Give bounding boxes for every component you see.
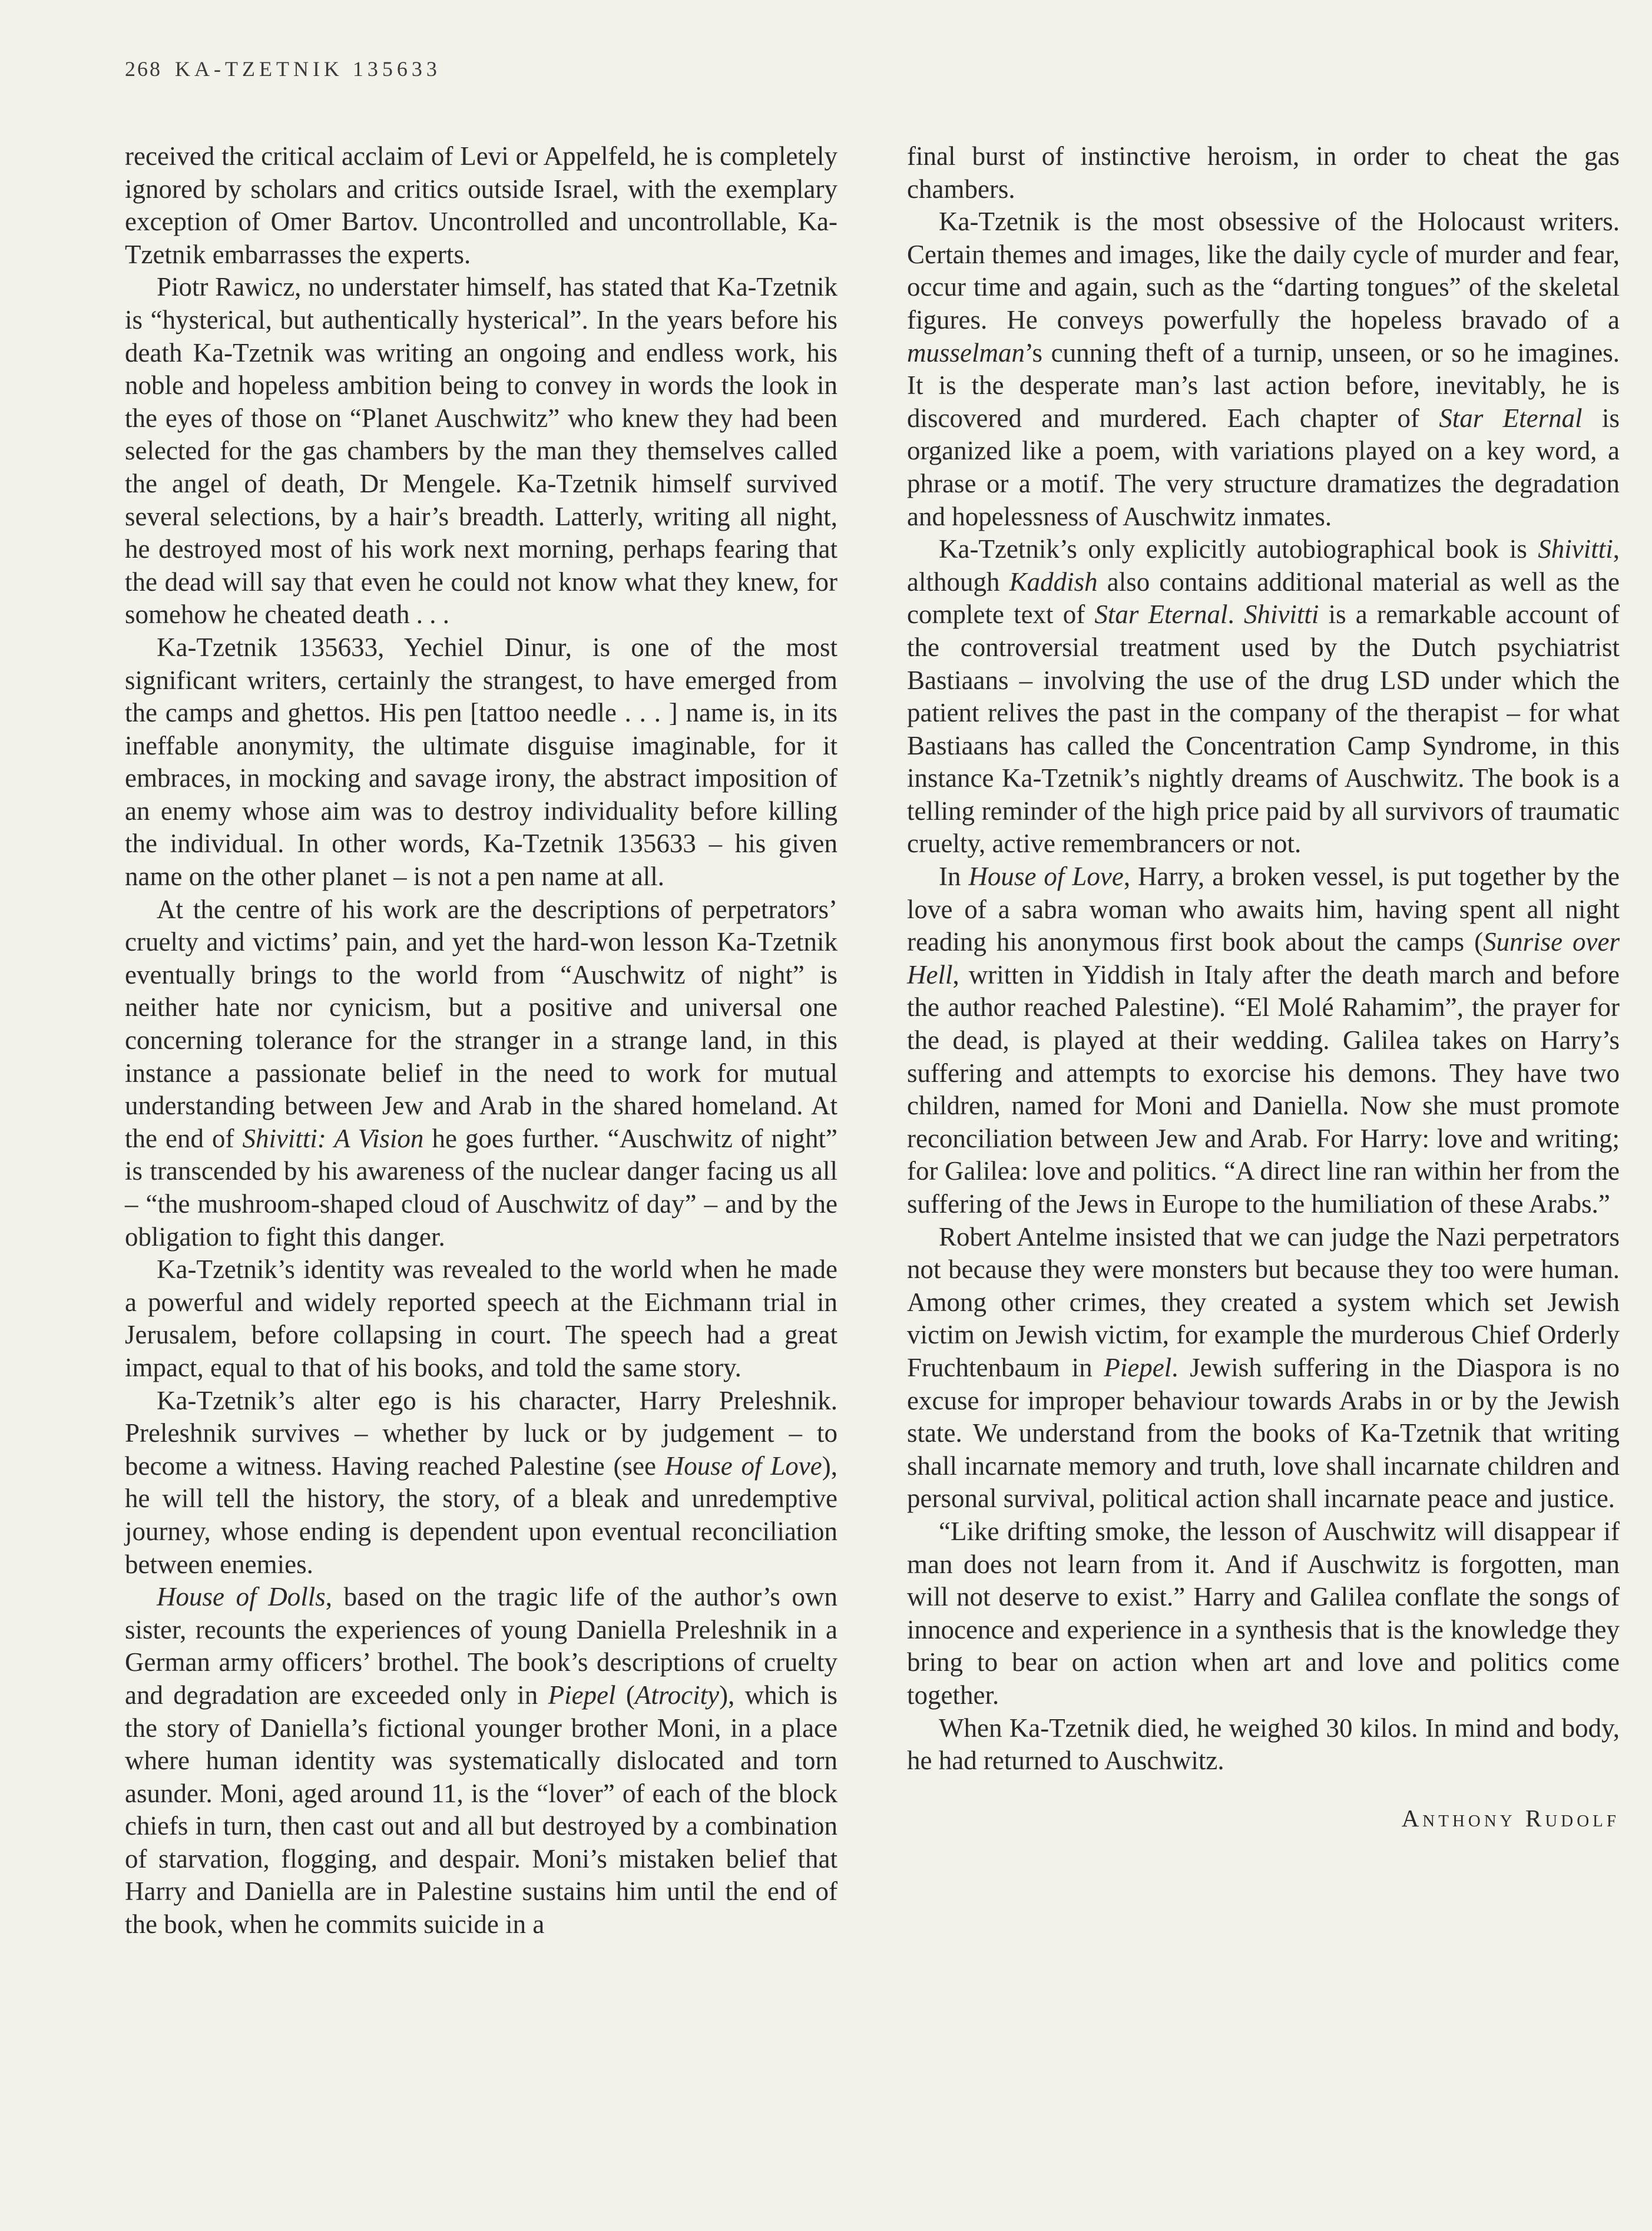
paragraph: “Like drifting smoke, the lesson of Auschwitz will disappear if man does not learn from it. And if Auschwitz is forgotten, man will not deserve to exist.” Harry and Galilea conflate the songs of innocence and experience in a synthesis that is the knowledge they bring to bear on action when art and love and politics come together. (907, 1516, 1620, 1710)
book-title: Shivitti: A Vision (242, 1123, 424, 1153)
book-title: Piepel (1104, 1352, 1172, 1382)
paragraph: received the critical acclaim of Levi or Appelfeld, he is completely ignored by scholars and critics outside Israel, with the exemplary exception of Omer Bartov. Uncontrolled and uncontrollable, Ka-Tzetnik embarrasses the experts. (125, 141, 837, 269)
right-column (907, 140, 1620, 1835)
running-head (125, 57, 441, 81)
paragraph: Ka-Tzetnik’s alter ego is his character, Harry Preleshnik. Preleshnik survives – whether by luck or by judgement – to become a witness. Having reached Palestine (see House of Love), he will tell the history, the story, of a bleak and unredemptive journey, whose ending is dependent upon eventual reconciliation between enemies. (125, 1385, 838, 1579)
italic-term: musselman (907, 337, 1025, 368)
book-title: Piepel (548, 1680, 616, 1710)
paragraph: Ka-Tzetnik’s only explicitly autobiographical book is Shivitti, although Kaddish also contains additional material as well as the complete text of Star Eternal. Shivitti is a remarkable account of the controversial treatment used by the Dutch psychiatrist Bastiaans – involving the use of the drug LSD under which the patient relives the past in the company of the therapist – for what Bastiaans has called the Concentration Camp Syndrome, in this instance Ka-Tzetnik’s nightly dreams of Auschwitz. The book is a telling reminder of the high price paid by all survivors of traumatic cruelty, active remembrancers or not. (907, 534, 1620, 859)
paragraph: House of Dolls, based on the tragic life of the author’s own sister, recounts the experiences of young Daniella Preleshnik in a German army officers’ brothel. The book’s descriptions of cruelty and degradation are exceeded only in Piepel (Atrocity), which is the story of Daniella’s fictional younger brother Moni, in a place where human identity was systematically dislocated and torn asunder. Moni, aged around 11, is the “lover” of each of the block chiefs in turn, then cast out and all but destroyed by a combination of starvation, flogging, and despair. Moni’s mistaken belief that Harry and Daniella are in Palestine sustains him until the end of the book, when he commits suicide in a (125, 1582, 837, 1939)
paragraph: Ka-Tzetnik 135633, Yechiel Dinur, is one of the most significant writers, certainly the strangest, to have emerged from the camps and ghettos. His pen [tattoo needle . . . ] name is, in its ineffable anonymity, the ultimate disguise imaginable, for it embraces, in mocking and savage irony, the abstract imposition of an enemy whose aim was to destroy individuality before killing the individual. In other words, Ka-Tzetnik 135633 – his given name on the other planet – is not a pen name at all. (125, 632, 837, 892)
book-title: Sunrise over Hell (907, 927, 1620, 989)
page-number: 268 (125, 57, 162, 81)
book-title: House of Love (664, 1451, 822, 1481)
paragraph: Robert Antelme insisted that we can judge the Nazi perpetrators not because they were monsters but because they too were human. Among other crimes, they created a system which set Jewish victim on Jewish victim, for example the murderous Chief Orderly Fruchtenbaum in Piepel. Jewish suffering in the Diaspora is no excuse for improper behaviour towards Arabs in or by the Jewish state. We understand from the books of Ka-Tzetnik that writing shall incarnate memory and truth, love shall incarnate children and personal survival, political action shall incarnate peace and justice. (907, 1222, 1620, 1514)
running-title: KA-TZETNIK 135633 (175, 57, 441, 81)
paragraph: Piotr Rawicz, no understater himself, has stated that Ka-Tzetnik is “hysterical, but authentically hysterical”. In the years before his death Ka-Tzetnik was writing an ongoing and endless work, his noble and hopeless ambition being to convey in words the look in the eyes of those on “Planet Auschwitz” who knew they had been selected for the gas chambers by the man they themselves called the angel of death, Dr Mengele. Ka-Tzetnik himself survived several selections, by a hair’s breadth. Latterly, writing all night, he destroyed most of his work next morning, perhaps fearing that the dead will say that even he could not know what they knew, for somehow he cheated death . . . (125, 272, 837, 630)
book-title: Shivitti (1538, 534, 1613, 564)
paragraph: final burst of instinctive heroism, in order to cheat the gas chambers. (907, 141, 1620, 204)
book-title: Shivitti (1243, 600, 1319, 630)
left-column (125, 140, 837, 1941)
paragraph: At the centre of his work are the descriptions of perpetrators’ cruelty and victims’ pain, and yet the hard-won lesson Ka-Tzetnik eventually brings to the world from “Auschwitz of night” is neither hate nor cynicism, but a positive and universal one concerning tolerance for the stranger in a strange land, in this instance a passionate belief in the need to work for mutual understanding between Jew and Arab in the shared homeland. At the end of Shivitti: A Vision he goes further. “Auschwitz of night” is transcended by his awareness of the nuclear danger facing us all – “the mushroom-shaped cloud of Auschwitz of day” – and by the obligation to fight this danger. (125, 894, 837, 1252)
paragraph: Ka-Tzetnik is the most obsessive of the Holocaust writers. Certain themes and images, like the daily cycle of murder and fear, occur time and again, such as the “darting tongues” of the skeletal figures. He conveys powerfully the hopeless bravado of a musselman’s cunning theft of a turnip, unseen, or so he imagines. It is the desperate man’s last action before, inevitably, he is discovered and murdered. Each chapter of Star Eternal is organized like a poem, with variations played on a key word, a phrase or a motif. The very structure dramatizes the degradation and hopelessness of Auschwitz inmates. (907, 207, 1620, 531)
book-title: House of Love (968, 862, 1124, 892)
book-title: Star Eternal (1439, 403, 1583, 433)
paragraph: In House of Love, Harry, a broken vessel, is put together by the love of a sabra woman who awaits him, having spent all night reading his anonymous first book about the camps (Sunrise over Hell, written in Yiddish in Italy after the death march and before the author reached Palestine). “El Molé Rahamim”, the prayer for the dead, is played at their wedding. Galilea takes on Harry’s suffering and attempts to exorcise his demons. They have two children, named for Moni and Daniella. Now she must promote reconciliation between Jew and Arab. For Harry: love and writing; for Galilea: love and politics. “A direct line ran within her from the suffering of the Jews in Europe to the humiliation of these Arabs.” (907, 862, 1620, 1219)
paragraph: When Ka-Tzetnik died, he weighed 30 kilos. In mind and body, he had returned to Auschwitz. (907, 1713, 1620, 1776)
book-title: Atrocity (634, 1680, 720, 1710)
author-signature: Anthony Rudolf (1401, 1804, 1620, 1832)
book-title: Star Eternal (1094, 600, 1228, 630)
book-title: Kaddish (1009, 567, 1098, 597)
book-title: House of Dolls (157, 1582, 326, 1612)
paragraph: Ka-Tzetnik’s identity was revealed to the world when he made a powerful and widely reported speech at the Eichmann trial in Jerusalem, before collapsing in court. The speech had a great impact, equal to that of his books, and told the same story. (125, 1254, 837, 1382)
